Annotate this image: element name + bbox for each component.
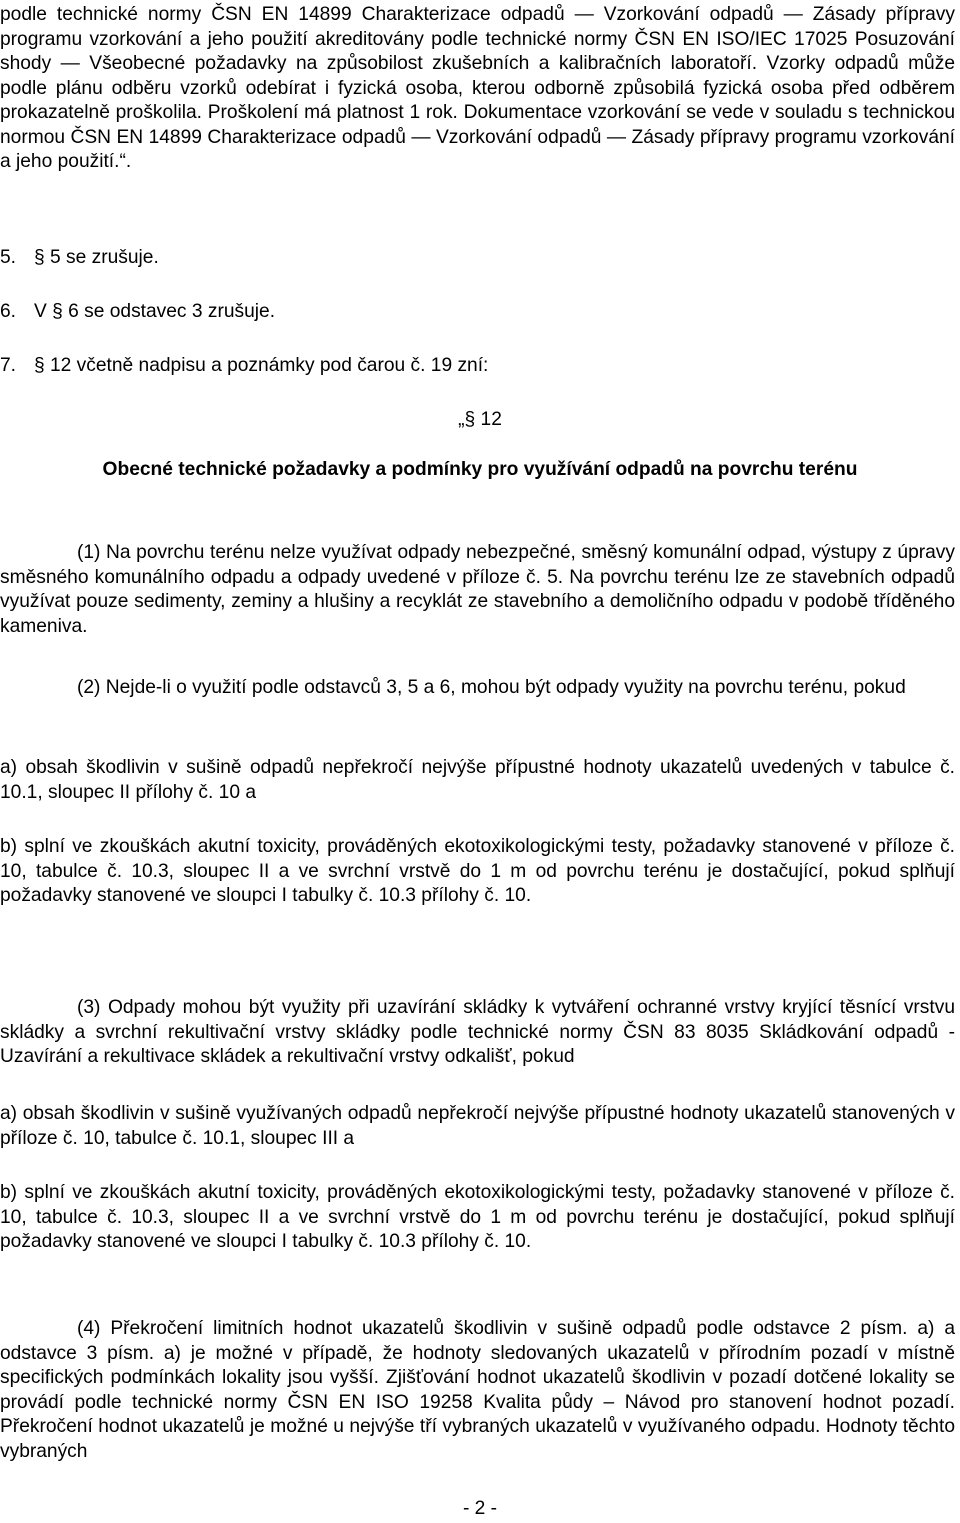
- list-item: [0, 246, 955, 271]
- item-number: 6.: [0, 301, 17, 322]
- paragraph-1: (1) Na povrchu terénu nelze využívat odpady nebezpečné, směsný komunální odpad, výstupy z úpravy směsného komunálního odpadu a odpady uvedené v příloze č. 5. Na povrchu terénu lze ze stavebních odpadů využívat pouze sedimenty, zeminy a hlušiny a recyklát ze stavebního a demoličního odpadu v podobě tříděného kameniva.: [0, 542, 955, 637]
- list-item: [0, 300, 955, 325]
- paragraph-3: (3) Odpady mohou být využity při uzavírání skládky k vytváření ochranné vrstvy kryjící těsnící vrstvu skládky a svrchní rekultivační vrstvy skládky podle technické normy ČSN 83 8035 Skládkování odpadů - Uzavírání a rekultivace skládek a rekultivační vrstvy odkališť, pokud: [0, 997, 955, 1067]
- paragraph-2-point-b: b) splní ve zkouškách akutní toxicity, prováděných ekotoxikologickými testy, požadavky stanovené v příloze č. 10, tabulce č. 10.3, sloupec II a ve svrchní vrstvě do 1 m od povrchu terénu je dostačující, pokud splňují požadavky stanovené ve sloupci I tabulky č. 10.3 přílohy č. 10.: [0, 836, 955, 906]
- list-item: [0, 354, 955, 379]
- item-number: 5.: [0, 247, 17, 268]
- paragraph-3-point-b: b) splní ve zkouškách akutní toxicity, prováděných ekotoxikologickými testy, požadavky stanovené v příloze č. 10, tabulce č. 10.3, sloupec II a ve svrchní vrstvě do 1 m od povrchu terénu je dostačující, pokud splňují požadavky stanovené ve sloupci I tabulky č. 10.3 přílohy č. 10.: [0, 1182, 955, 1252]
- paragraph-4: (4) Překročení limitních hodnot ukazatelů škodlivin v sušině odpadů podle odstavce 2 písm. a) a odstavce 3 písm. a) je možné v případě, že hodnoty sledovaných ukazatelů v přírodním pozadí v místně specifických podmínkách lokality jsou vyšší. Zjišťování hodnot ukazatelů škodlivin v pozadí dotčené lokality se provádí podle technické normy ČSN EN ISO 19258 Kvalita půdy – Návod pro stanovení hodnot pozadí. Překročení hodnot ukazatelů je možné u nejvýše tří vybraných ukazatelů v využívaného odpadu. Hodnoty těchto vybraných: [0, 1318, 955, 1462]
- intro-paragraph: podle technické normy ČSN EN 14899 Charakterizace odpadů — Vzorkování odpadů — Zásady přípravy programu vzorkování a jeho použití akreditovány podle technické normy ČSN EN ISO/IEC 17025 Posuzování shody — Všeobecné požadavky na způsobilost zkušebních a kalibračních laboratoří. Vzorky odpadů může podle plánu odběru vzorků odebírat i fyzická osoba, kterou odborně způsobilá fyzická osoba před odběrem prokazatelně proškolila. Proškolení má platnost 1 rok. Dokumentace vzorkování se vede v souladu s technickou normou ČSN EN 14899 Charakterizace odpadů — Vzorkování odpadů — Zásady přípravy programu vzorkování a jeho použití.“.: [0, 4, 955, 172]
- section-number: „§ 12: [458, 409, 502, 430]
- paragraph-2-point-a: a) obsah škodlivin v sušině odpadů nepřekročí nejvýše přípustné hodnoty ukazatelů uvedených v tabulce č. 10.1, sloupec II přílohy č. 10 a: [0, 757, 955, 803]
- item-number: 7.: [0, 355, 17, 376]
- section-title: Obecné technické požadavky a podmínky pro využívání odpadů na povrchu terénu: [102, 459, 858, 480]
- paragraph-2: (2) Nejde-li o využití podle odstavců 3, 5 a 6, mohou být odpady využity na povrchu terénu, pokud: [77, 677, 906, 698]
- paragraph-3-point-a: a) obsah škodlivin v sušině využívaných odpadů nepřekročí nejvýše přípustné hodnoty ukazatelů stanovených v příloze č. 10, tabulce č. 10.1, sloupec III a: [0, 1103, 955, 1149]
- item-text: § 5 se zrušuje.: [34, 247, 159, 268]
- item-text: § 12 včetně nadpisu a poznámky pod čarou č. 19 zní:: [34, 355, 489, 376]
- item-text: V § 6 se odstavec 3 zrušuje.: [34, 301, 276, 322]
- page-number: - 2 -: [462, 1498, 498, 1519]
